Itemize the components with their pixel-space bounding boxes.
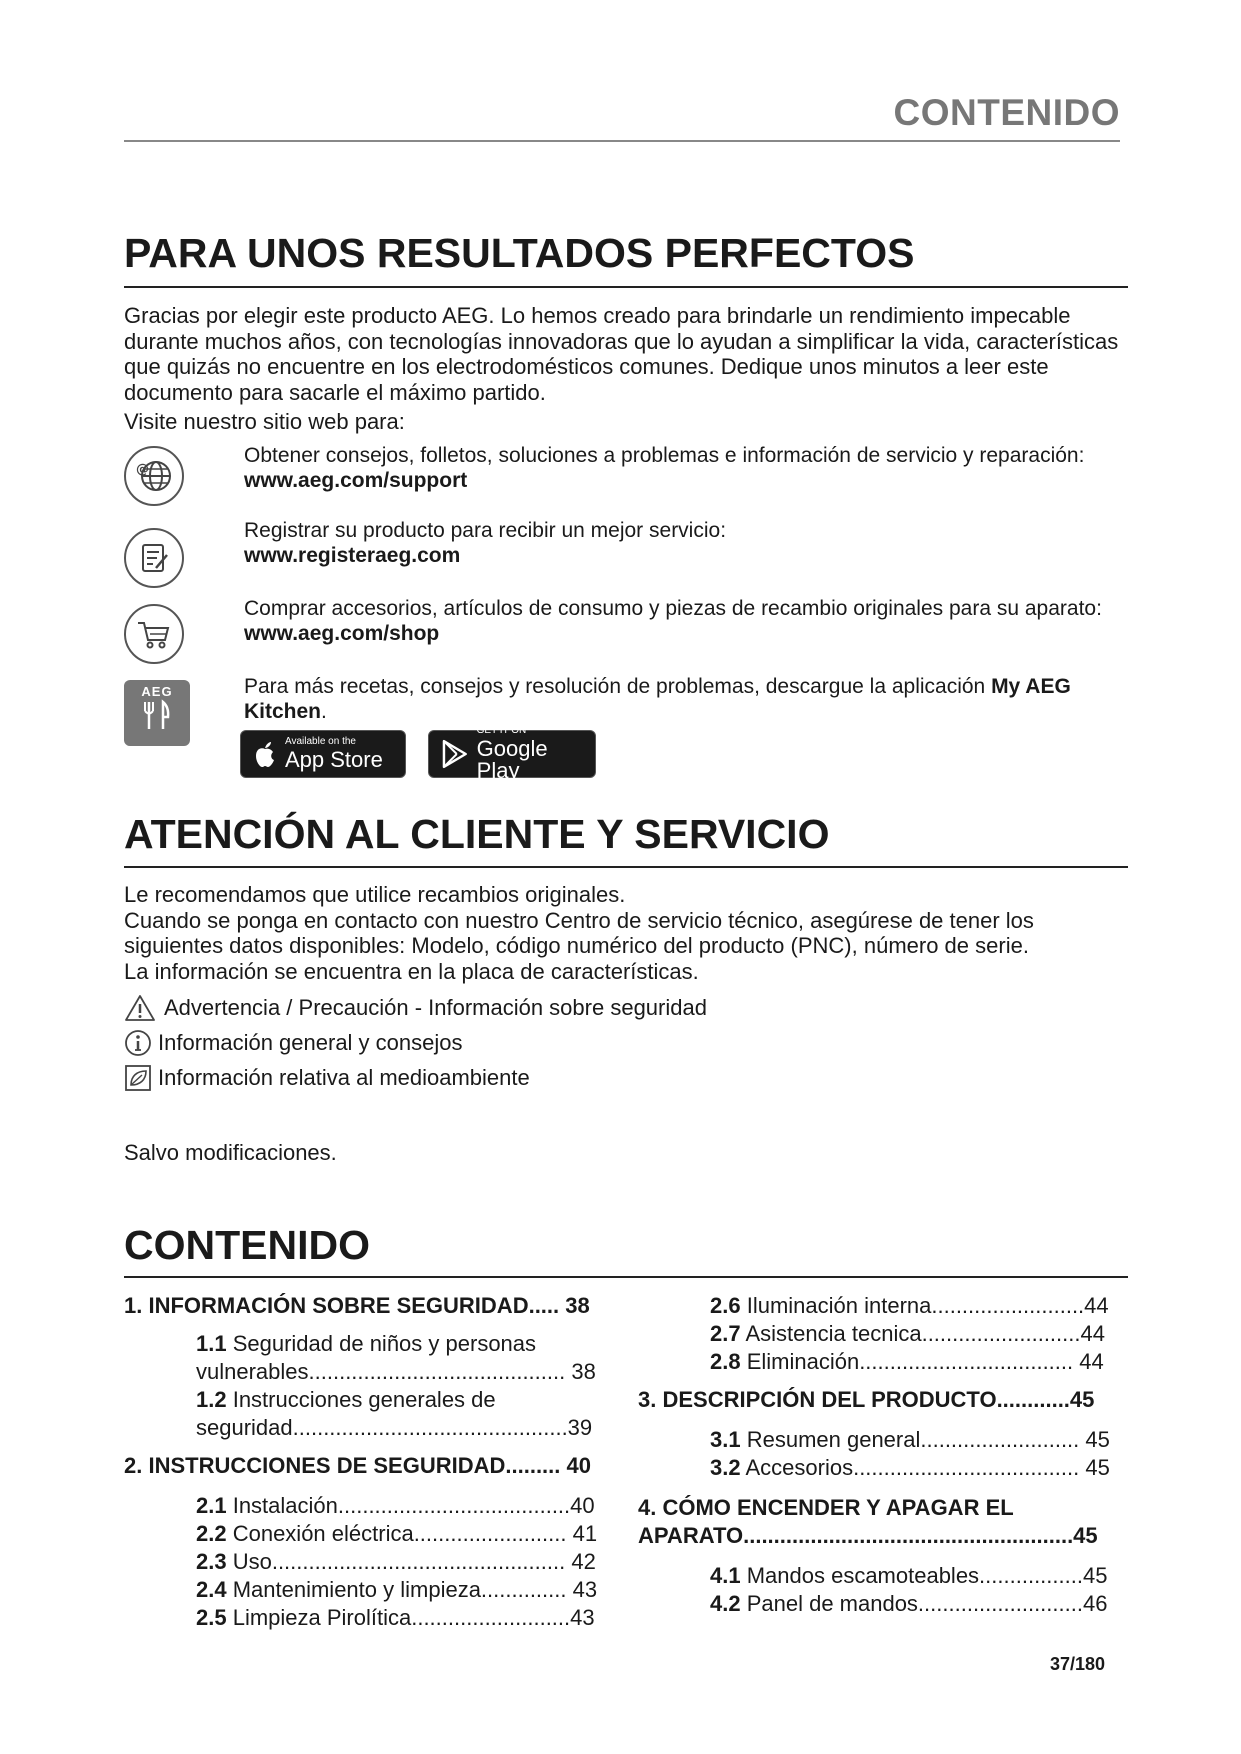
register-link[interactable]: www.registeraeg.com	[244, 544, 461, 567]
toc-text: seguridad.............................................39	[196, 1415, 593, 1440]
toc-entry[interactable]	[638, 1292, 1138, 1320]
cart-icon	[124, 604, 184, 664]
toc-entry[interactable]	[638, 1320, 1138, 1348]
intro-paragraph: Gracias por elegir este producto AEG. Lo hemos creado para brindarle un rendimiento impecable durante muchos años, con tecnologías innovadoras que lo ayudan a simplificar la vida, características que quizás no encuentre en los electrodomésticos comunes. Dedique unos minutos a leer este documento para sacarle el máximo partido.	[124, 303, 1119, 405]
toc-entry[interactable]	[638, 1426, 1138, 1454]
toc-text: Resumen general.......................... 45	[740, 1427, 1110, 1452]
toc-text: vulnerables.......................................... 38	[196, 1359, 596, 1384]
toc-text: Mandos escamoteables.................45	[740, 1563, 1108, 1588]
warning-icon	[124, 994, 156, 1022]
toc-entry[interactable]	[124, 1386, 624, 1442]
app-text-before: Para más recetas, consejos y resolución de problemas, descargue la aplicación	[244, 675, 992, 698]
toc-num: 3.1	[710, 1427, 741, 1452]
toc-entry[interactable]	[124, 1548, 624, 1576]
toc-entry[interactable]	[124, 1604, 624, 1632]
section-title-atencion: ATENCIÓN AL CLIENTE Y SERVICIO	[124, 811, 830, 857]
support-text: Obtener consejos, folletos, soluciones a problemas e información de servicio y reparación:	[244, 444, 1085, 467]
header-divider	[124, 140, 1120, 142]
toc-num: 2.5	[196, 1605, 227, 1630]
toc-text: 4. CÓMO ENCENDER Y APAGAR EL	[638, 1495, 1014, 1520]
legend-info	[124, 1029, 463, 1057]
toc-text: Instalación......................................40	[226, 1493, 595, 1518]
legend-environment-text: Información relativa al medioambiente	[158, 1065, 530, 1090]
toc-num: 1.2	[196, 1387, 227, 1412]
register-item	[244, 518, 1144, 568]
google-play-icon	[441, 739, 469, 769]
toc-entry[interactable]: 2. INSTRUCCIONES DE SEGURIDAD......... 40	[124, 1453, 591, 1478]
legend-environment	[124, 1064, 530, 1092]
app-store-badge[interactable]	[240, 730, 406, 778]
app-store-big: App Store	[285, 747, 383, 772]
svg-text:@: @	[136, 462, 149, 477]
section-title-contenido: CONTENIDO	[124, 1222, 370, 1268]
toc-num: 2.1	[196, 1493, 227, 1518]
toc-num: 4.1	[710, 1563, 741, 1588]
legend-warning	[124, 994, 707, 1022]
toc-entry[interactable]	[124, 1576, 624, 1604]
toc-right-column	[638, 1292, 1138, 1618]
page-header-title: CONTENIDO	[893, 92, 1120, 133]
toc-left-column	[124, 1292, 624, 1632]
app-text	[244, 674, 1144, 724]
register-icon	[124, 528, 184, 588]
modifications-note: Salvo modificaciones.	[124, 1140, 337, 1165]
toc-entry[interactable]	[124, 1520, 624, 1548]
toc-entry[interactable]: 3. DESCRIPCIÓN DEL PRODUCTO............45	[638, 1387, 1095, 1412]
toc-entry[interactable]	[124, 1330, 624, 1386]
legend-info-text: Información general y consejos	[158, 1030, 463, 1055]
legend-warning-text: Advertencia / Precaución - Información sobre seguridad	[164, 995, 707, 1020]
toc-num: 2.6	[710, 1293, 741, 1318]
app-period: .	[321, 700, 327, 723]
toc-num: 2.8	[710, 1349, 741, 1374]
toc-entry[interactable]	[638, 1494, 1138, 1550]
shop-item	[244, 596, 1144, 646]
toc-text: Instrucciones generales de	[226, 1387, 496, 1412]
toc-text: Seguridad de niños y personas	[226, 1331, 537, 1356]
globe-icon	[124, 446, 184, 506]
toc-entry[interactable]	[638, 1562, 1138, 1590]
toc-text: Iluminación interna.........................44	[740, 1293, 1109, 1318]
visit-text: Visite nuestro sitio web para:	[124, 409, 405, 434]
toc-text: Uso................................................ 42	[226, 1549, 596, 1574]
app-name-part2: Kitchen	[244, 700, 322, 723]
toc-num: 3.2	[710, 1455, 741, 1480]
toc-entry[interactable]	[638, 1590, 1138, 1618]
toc-num: 2.7	[710, 1321, 741, 1346]
toc-num: 4.2	[710, 1591, 741, 1616]
app-store-small: Available on the	[285, 736, 356, 747]
cutlery-icon	[140, 699, 174, 731]
shop-link[interactable]: www.aeg.com/shop	[244, 622, 440, 645]
register-text: Registrar su producto para recibir un mejor servicio:	[244, 519, 727, 542]
toc-entry[interactable]	[124, 1492, 624, 1520]
support-link[interactable]: www.aeg.com/support	[244, 469, 468, 492]
toc-entry[interactable]: 1. INFORMACIÓN SOBRE SEGURIDAD..... 38	[124, 1293, 590, 1318]
toc-entry[interactable]	[638, 1454, 1138, 1482]
toc-text: APARATO......................................................45	[638, 1523, 1098, 1548]
google-play-big: Google Play	[476, 736, 548, 783]
toc-text: Panel de mandos...........................46	[740, 1591, 1108, 1616]
service-paragraph: Le recomendamos que utilice recambios originales. Cuando se ponga en contacto con nuestro Centro de servicio técnico, asegúrese de tener los siguientes datos disponibles: Modelo, código numérico del producto (PNC), número de serie. La información se encuentra en la placa de características.	[124, 882, 1034, 984]
aeg-app-icon	[124, 680, 190, 746]
app-name-part1: My AEG	[991, 675, 1071, 698]
section-divider	[124, 286, 1128, 288]
section-title-resultados: PARA UNOS RESULTADOS PERFECTOS	[124, 230, 915, 276]
google-play-small: GET IT ON	[476, 725, 527, 736]
toc-text: Conexión eléctrica......................... 41	[226, 1521, 598, 1546]
toc-text: Eliminación................................... 44	[740, 1349, 1104, 1374]
toc-num: 2.4	[196, 1577, 227, 1602]
aeg-app-icon-brand: AEG	[141, 684, 173, 699]
toc-num: 2.3	[196, 1549, 227, 1574]
toc-text: Accesorios..................................... 45	[740, 1455, 1110, 1480]
info-icon	[124, 1029, 152, 1057]
toc-text: Limpieza Pirolítica..........................43	[226, 1605, 595, 1630]
google-play-badge[interactable]	[428, 725, 596, 783]
toc-num: 1.1	[196, 1331, 227, 1356]
leaf-icon	[124, 1064, 152, 1092]
toc-entry[interactable]	[638, 1348, 1138, 1376]
apple-icon	[253, 740, 277, 768]
page-number: 37/180	[1050, 1654, 1106, 1674]
support-item	[244, 443, 1144, 493]
shop-text: Comprar accesorios, artículos de consumo y piezas de recambio originales para su aparato:	[244, 597, 1102, 620]
section-divider	[124, 1276, 1128, 1278]
toc-text: Mantenimiento y limpieza.............. 43	[226, 1577, 598, 1602]
toc-num: 2.2	[196, 1521, 227, 1546]
section-divider	[124, 866, 1128, 868]
toc-text: Asistencia tecnica..........................44	[740, 1321, 1105, 1346]
